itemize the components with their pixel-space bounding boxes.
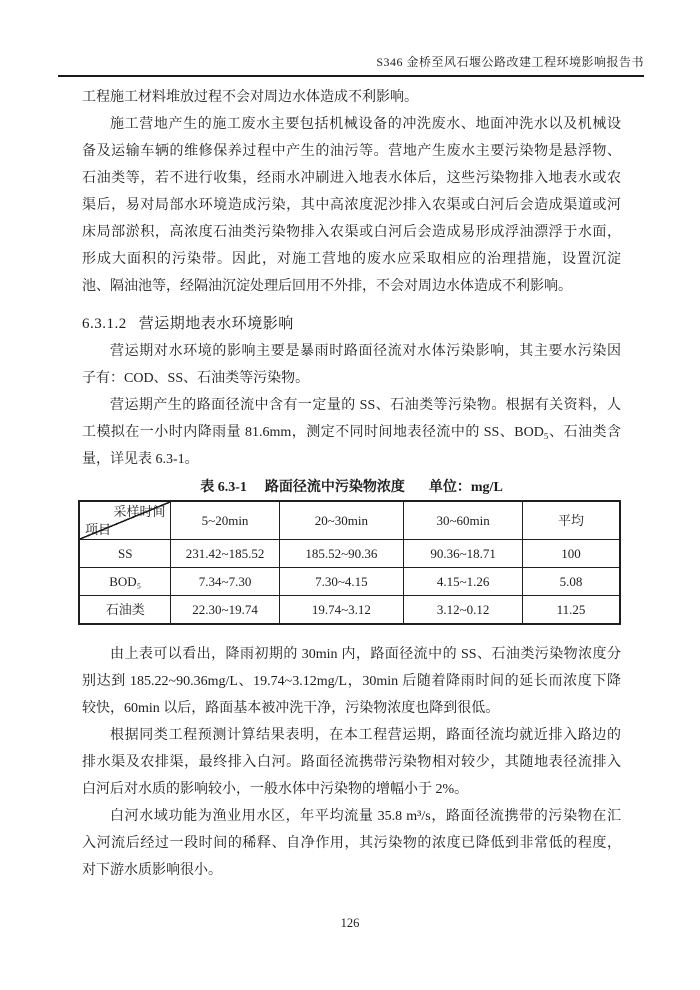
table-cell: 11.25: [523, 596, 620, 625]
text-line: 别达到 185.22~90.36mg/L、19.74~3.12mg/L，30min 后随着降雨时间的延长而浓度下降: [82, 674, 621, 689]
row-label: BOD₅: [79, 568, 171, 596]
table-cell: 3.12~0.12: [404, 596, 523, 625]
paragraph-construction-camp-wastewater: [82, 111, 621, 300]
table-header-cell: 平均: [523, 501, 620, 540]
table-row: [79, 540, 620, 568]
text-line: 子有：COD、SS、石油类等污染物。: [82, 371, 310, 386]
table-caption-label: 表 6.3-1: [200, 480, 247, 495]
text-line: 营运期对水环境的影响主要是暴雨时路面径流对水体污染影响，其主要水污染因: [110, 344, 621, 359]
table-corner-cell: [79, 501, 171, 540]
text-line: 白河水域功能为渔业用水区，年平均流量 35.8 m³/s，路面径流携带的污染物在汇: [110, 809, 621, 824]
table-cell: 22.30~19.74: [171, 596, 279, 625]
text-line: 备及运输车辆的维修保养过程中产生的油污等。营地产生废水主要污染物是悬浮物、: [82, 144, 621, 159]
table-header-row: [79, 501, 620, 540]
table-header-cell: 30~60min: [404, 501, 523, 540]
header-title: S346 金桥至风石堰公路改建工程环境影响报告书: [376, 55, 644, 69]
table-cell: 7.34~7.30: [171, 568, 279, 596]
section-heading-text: 营运期地表水环境影响: [138, 316, 294, 332]
text-line: 量，详见表 6.3-1。: [82, 452, 199, 467]
row-label: 石油类: [79, 596, 171, 625]
table-cell: 90.36~18.71: [404, 540, 523, 568]
text-line: 池、隔油池等，经隔油沉淀处理后回用不外排，不会对周边水体造成不利影响。: [82, 279, 572, 294]
table-cell: 100: [523, 540, 620, 568]
pollutant-concentration-table: [78, 500, 621, 625]
text-line: 营运期产生的路面径流中含有一定量的 SS、石油类等污染物。根据有关资料，人: [110, 398, 621, 413]
section-heading-number: 6.3.1.2: [82, 316, 127, 332]
page-content: [82, 84, 621, 884]
text-line: 较快，60min 以后，路面基本被冲洗干净，污染物浓度也降到很低。: [82, 701, 500, 716]
text-line: 工模拟在一小时内降雨量 81.6mm，测定不同时间地表径流中的 SS、BOD₅、石油类含: [82, 425, 621, 440]
table-cell: 19.74~3.12: [279, 596, 403, 625]
text-line: 入河流后经过一段时间的稀释、自净作用，其污染物的浓度已降低到非常低的程度，: [82, 836, 621, 851]
table-header-cell: 5~20min: [171, 501, 279, 540]
table-cell: 5.08: [523, 568, 620, 596]
text-line: 渠后，易对局部水环境造成污染，其中高浓度泥沙排入农渠或白河后会造成渠道或河: [82, 198, 621, 213]
paragraph-baihe-river: [82, 803, 621, 884]
table-row: [79, 596, 620, 625]
text-line: 排水渠及农排渠，最终排入白河。路面径流携带污染物相对较少，其随地表径流排入: [82, 755, 621, 770]
table-caption-unit: 单位：mg/L: [428, 480, 503, 495]
text-line: 由上表可以看出，降雨初期的 30min 内，路面径流中的 SS、石油类污染物浓度分: [110, 647, 621, 662]
section-heading: [82, 311, 621, 338]
text-line: 施工营地产生的施工废水主要包括机械设备的冲洗废水、地面冲洗水以及机械设: [110, 117, 621, 132]
paragraph-runon: [82, 84, 621, 111]
text-line: 床局部淤积，高浓度石油类污染物排入农渠或白河后会造成易形成浮油漂浮于水面，: [82, 225, 621, 240]
text-line: 根据同类工程预测计算结果表明，在本工程营运期，路面径流均就近排入路边的: [110, 728, 621, 743]
text-line: 白河后对水质的影响较小，一般水体中污染物的增幅小于 2%。: [82, 782, 469, 797]
corner-label-item: 项目: [85, 522, 112, 537]
text-line: 对下游水质影响很小。: [82, 863, 222, 878]
page-header: [58, 54, 644, 77]
table-caption-title: 路面径流中污染物浓度: [264, 480, 405, 495]
paragraph-table-analysis: [82, 641, 621, 722]
table-header-cell: 20~30min: [279, 501, 403, 540]
text-line: 石油类等，若不进行收集，经雨水冲刷进入地表水体后，这些污染物排入地表水或农: [82, 171, 621, 186]
row-label: SS: [79, 540, 171, 568]
table-caption: [82, 475, 621, 500]
paragraph-runoff-simulation: [82, 392, 621, 473]
paragraph-operation-impact: [82, 338, 621, 392]
paragraph-prediction-result: [82, 722, 621, 803]
table-cell: 4.15~1.26: [404, 568, 523, 596]
text-line: 形成大面积的污染带。因此，对施工营地的废水应采取相应的治理措施，设置沉淀: [82, 252, 621, 267]
table-cell: 7.30~4.15: [279, 568, 403, 596]
table-cell: 231.42~185.52: [171, 540, 279, 568]
text-line: 工程施工材料堆放过程不会对周边水体造成不利影响。: [82, 90, 418, 105]
table-row: [79, 568, 620, 596]
page-number: 126: [340, 916, 360, 930]
table-cell: 185.52~90.36: [279, 540, 403, 568]
corner-label-sampling-time: 采样时间: [113, 504, 166, 519]
